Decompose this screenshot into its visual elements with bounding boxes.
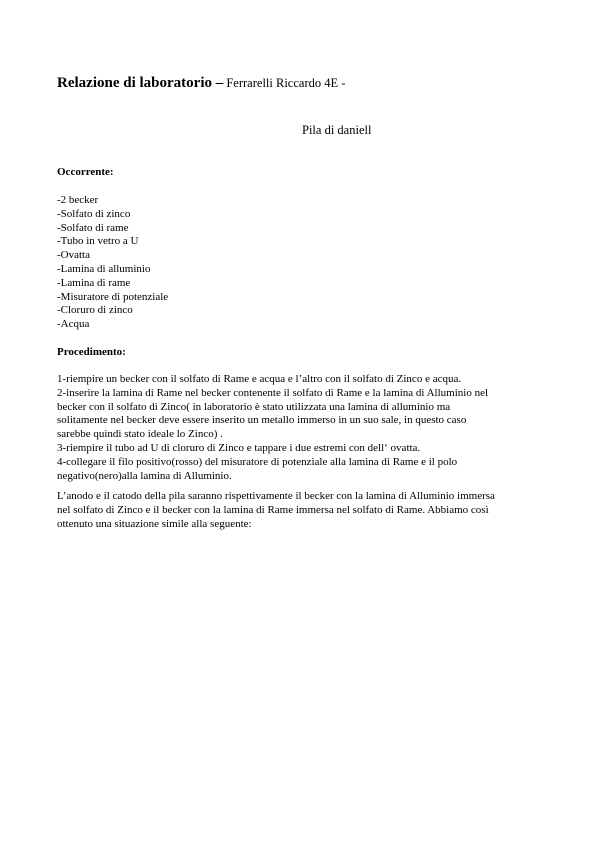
text-line: 3-riempire il tubo ad U di cloruro di Zinco e tappare i due estremi con dell‘ ovatta. (57, 441, 421, 454)
list-item: -2 becker (57, 194, 99, 206)
list-item: -Solfato di zinco (57, 207, 131, 220)
text-line: sarebbe quindi stato ideale lo Zinco) . (57, 428, 223, 441)
procedimento-heading-block (57, 346, 126, 360)
text-line: solitamente nel becker deve essere inserito un metallo immerso in un suo sale, in questo caso (57, 414, 467, 427)
list-item: -Lamina di rame (57, 276, 131, 289)
list-item: -Lamina di alluminio (57, 262, 151, 275)
document-author: Ferrarelli Riccardo 4E - (223, 76, 346, 90)
materials-list (57, 194, 168, 332)
text-line: 1-riempire un becker con il solfato di Rame e acqua e l’altro con il solfato di Zinco e acqua. (57, 373, 462, 385)
document-header (57, 74, 345, 92)
text-line: 4-collegare il filo positivo(rosso) del misuratore di potenziale alla lamina di Rame e il polo (57, 455, 458, 468)
document-title: Relazione di laboratorio – (57, 75, 224, 91)
conclusion-paragraph (57, 490, 537, 531)
list-item: -Solfato di rame (57, 221, 129, 234)
occorrente-heading: Occorrente: (57, 166, 114, 178)
procedimento-body (57, 373, 537, 483)
list-item: -Acqua (57, 318, 90, 331)
procedimento-heading: Procedimento: (57, 346, 126, 358)
list-item: -Cloruro di zinco (57, 304, 133, 317)
text-line: nel solfato di Zinco e il becker con la lamina di Rame immersa nel solfato di Rame. Abbiamo così (57, 503, 489, 516)
occorrente-heading-block (57, 166, 114, 180)
list-item: -Misuratore di potenziale (57, 290, 169, 303)
text-line: ottenuto una situazione simile alla seguente: (57, 517, 252, 530)
procedimento-paragraph (57, 373, 537, 483)
text-line: 2-inserire la lamina di Rame nel becker contenente il solfato di Rame e la lamina di Alluminio nel (57, 386, 489, 399)
list-item: -Tubo in vetro a U (57, 235, 139, 248)
document-subtitle: Pila di daniell (302, 123, 372, 137)
conclusion-body (57, 490, 537, 531)
text-line: becker con il solfato di Zinco( in laboratorio è stato utilizzata una lamina di alluminio ma (57, 400, 451, 413)
text-line: negativo(nero)alla lamina di Alluminio. (57, 469, 232, 482)
text-line: L’anodo e il catodo della pila saranno rispettivamente il becker con la lamina di Alluminio immersa (57, 490, 495, 502)
occorrente-list-block (57, 194, 168, 332)
list-item: -Ovatta (57, 249, 90, 262)
